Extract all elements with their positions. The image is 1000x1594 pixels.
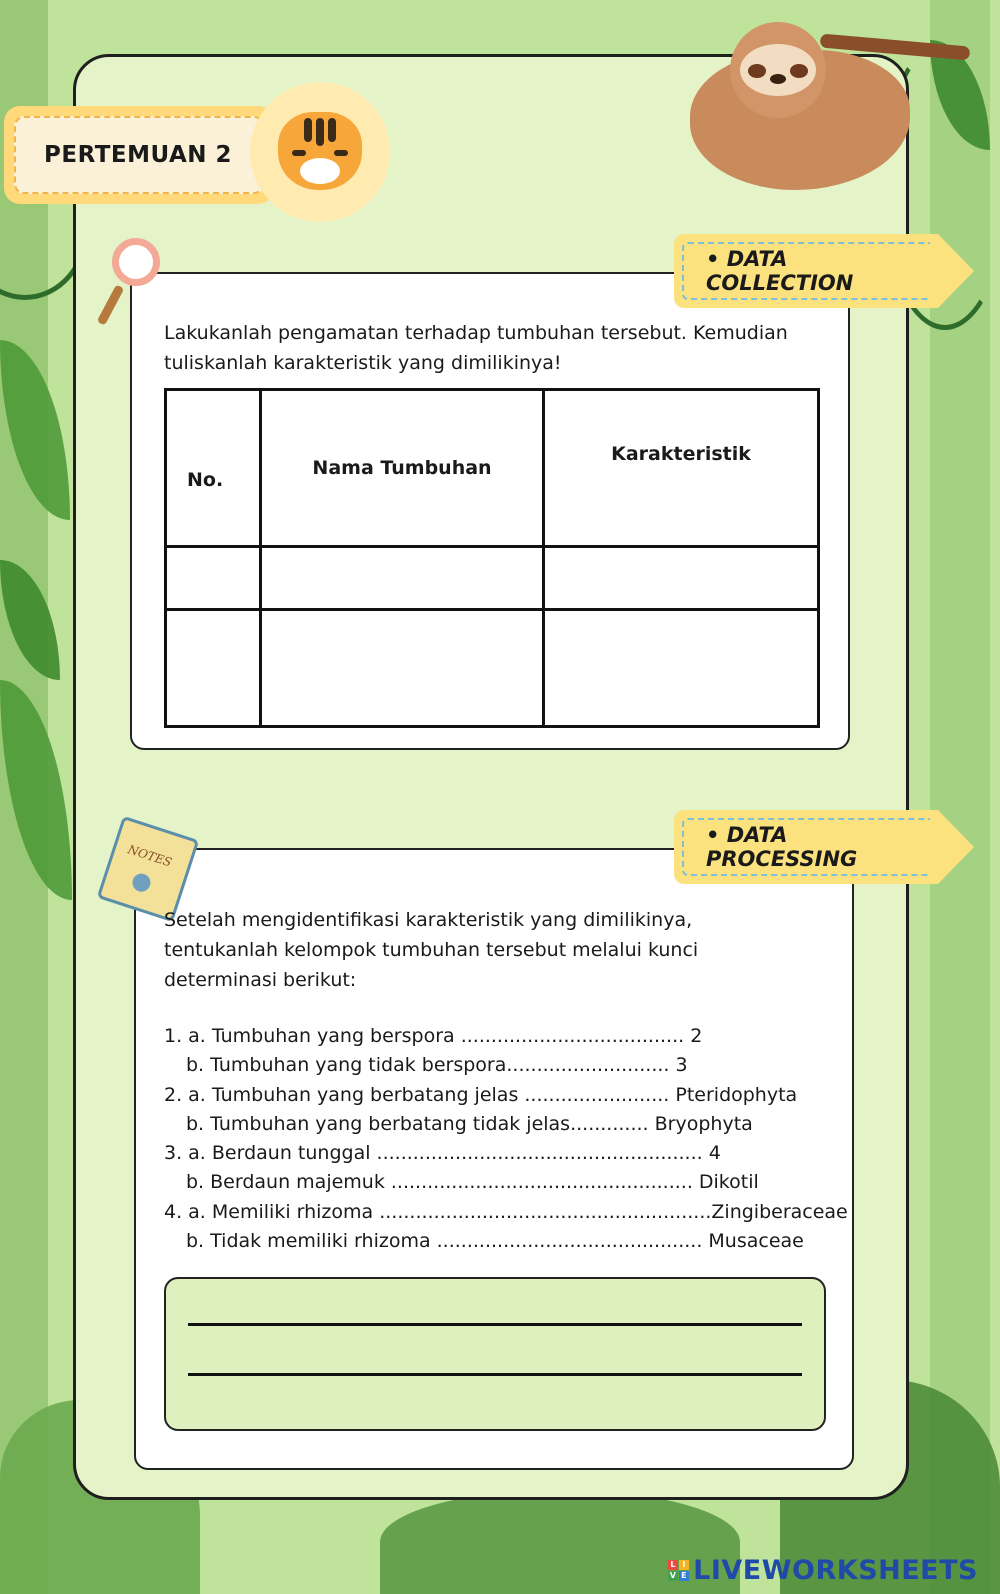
- answer-box[interactable]: [164, 1277, 826, 1431]
- sloth-mask: [740, 44, 816, 96]
- vine-decoration: [150, 0, 154, 40]
- cell-no-input[interactable]: [166, 610, 261, 727]
- determination-key: [164, 1022, 848, 1256]
- key-line: 4. a. Memiliki rhizoma .......................................................Zingiberaceae: [164, 1200, 848, 1223]
- logo-letter: E: [679, 1571, 689, 1581]
- answer-line: [188, 1373, 802, 1376]
- table-header-row: [166, 390, 819, 547]
- cell-nama-input[interactable]: [261, 610, 544, 727]
- key-line: b. Berdaun majemuk .................................................. Dikotil: [186, 1171, 759, 1194]
- tiger-face: [278, 112, 362, 190]
- key-line: b. Tumbuhan yang tidak berspora........................... 3: [186, 1054, 688, 1077]
- key-line: 3. a. Berdaun tunggal ...................................................... 4: [164, 1142, 721, 1165]
- data-processing-heading: • DATA PROCESSING: [682, 818, 930, 876]
- header-nama-tumbuhan: Nama Tumbuhan: [261, 390, 544, 547]
- tiger-eye: [292, 150, 306, 156]
- key-line: 1. a. Tumbuhan yang berspora ..................................... 2: [164, 1025, 703, 1047]
- data-processing-instruction: Setelah mengidentifikasi karakteristik yang dimilikinya, tentukanlah kelompok tumbuhan tersebut melalui kunci determinasi berikut:: [164, 909, 699, 991]
- tiger-stripe: [316, 118, 324, 146]
- data-collection-heading: • DATA COLLECTION: [682, 242, 930, 300]
- observation-table: [164, 388, 820, 728]
- header-no: No.: [166, 390, 261, 547]
- answer-line: [188, 1323, 802, 1326]
- title-tab: [4, 106, 274, 204]
- sloth-eye: [790, 64, 808, 78]
- liveworksheets-logo-icon: [668, 1560, 689, 1581]
- tiger-stripe: [304, 118, 312, 142]
- magnifier-handle: [97, 284, 125, 325]
- tiger-muzzle: [300, 158, 340, 184]
- logo-letter: L: [668, 1560, 678, 1570]
- sloth-head: [730, 22, 826, 118]
- key-line: b. Tidak memiliki rhizoma ............................................ Musaceae: [186, 1230, 804, 1253]
- tiger-illustration: [250, 82, 390, 222]
- table-row: [166, 547, 819, 610]
- data-processing-tag: [674, 810, 938, 884]
- tiger-stripe: [328, 118, 336, 142]
- sloth-nose: [770, 74, 786, 84]
- sloth-illustration: [670, 10, 970, 210]
- data-collection-instruction: Lakukanlah pengamatan terhadap tumbuhan tersebut. Kemudian tuliskanlah karakteristik yang dimilikinya!: [164, 322, 788, 374]
- header-karakteristik: Karakteristik: [544, 390, 819, 547]
- cell-karakteristik-input[interactable]: [544, 610, 819, 727]
- notes-label: NOTES: [126, 842, 174, 870]
- key-line: b. Tumbuhan yang berbatang tidak jelas............. Bryophyta: [186, 1112, 753, 1135]
- magnifier-lens: [112, 238, 160, 286]
- planet-icon: [130, 871, 153, 894]
- key-line: 2. a. Tumbuhan yang berbatang jelas ........................ Pteridophyta: [164, 1083, 798, 1106]
- logo-letter: V: [669, 1571, 677, 1580]
- table-row: [166, 610, 819, 727]
- logo-letter: I: [679, 1560, 689, 1570]
- data-collection-tag: [674, 234, 938, 308]
- cell-karakteristik-input[interactable]: [544, 547, 819, 610]
- page-title: PERTEMUAN 2: [14, 116, 264, 194]
- watermark-text: LIVEWORKSHEETS: [693, 1555, 978, 1586]
- vine-decoration: [285, 0, 289, 40]
- tiger-eye: [334, 150, 348, 156]
- cell-no-input[interactable]: [166, 547, 261, 610]
- cell-nama-input[interactable]: [261, 547, 544, 610]
- sloth-eye: [748, 64, 766, 78]
- liveworksheets-watermark: [668, 1555, 978, 1586]
